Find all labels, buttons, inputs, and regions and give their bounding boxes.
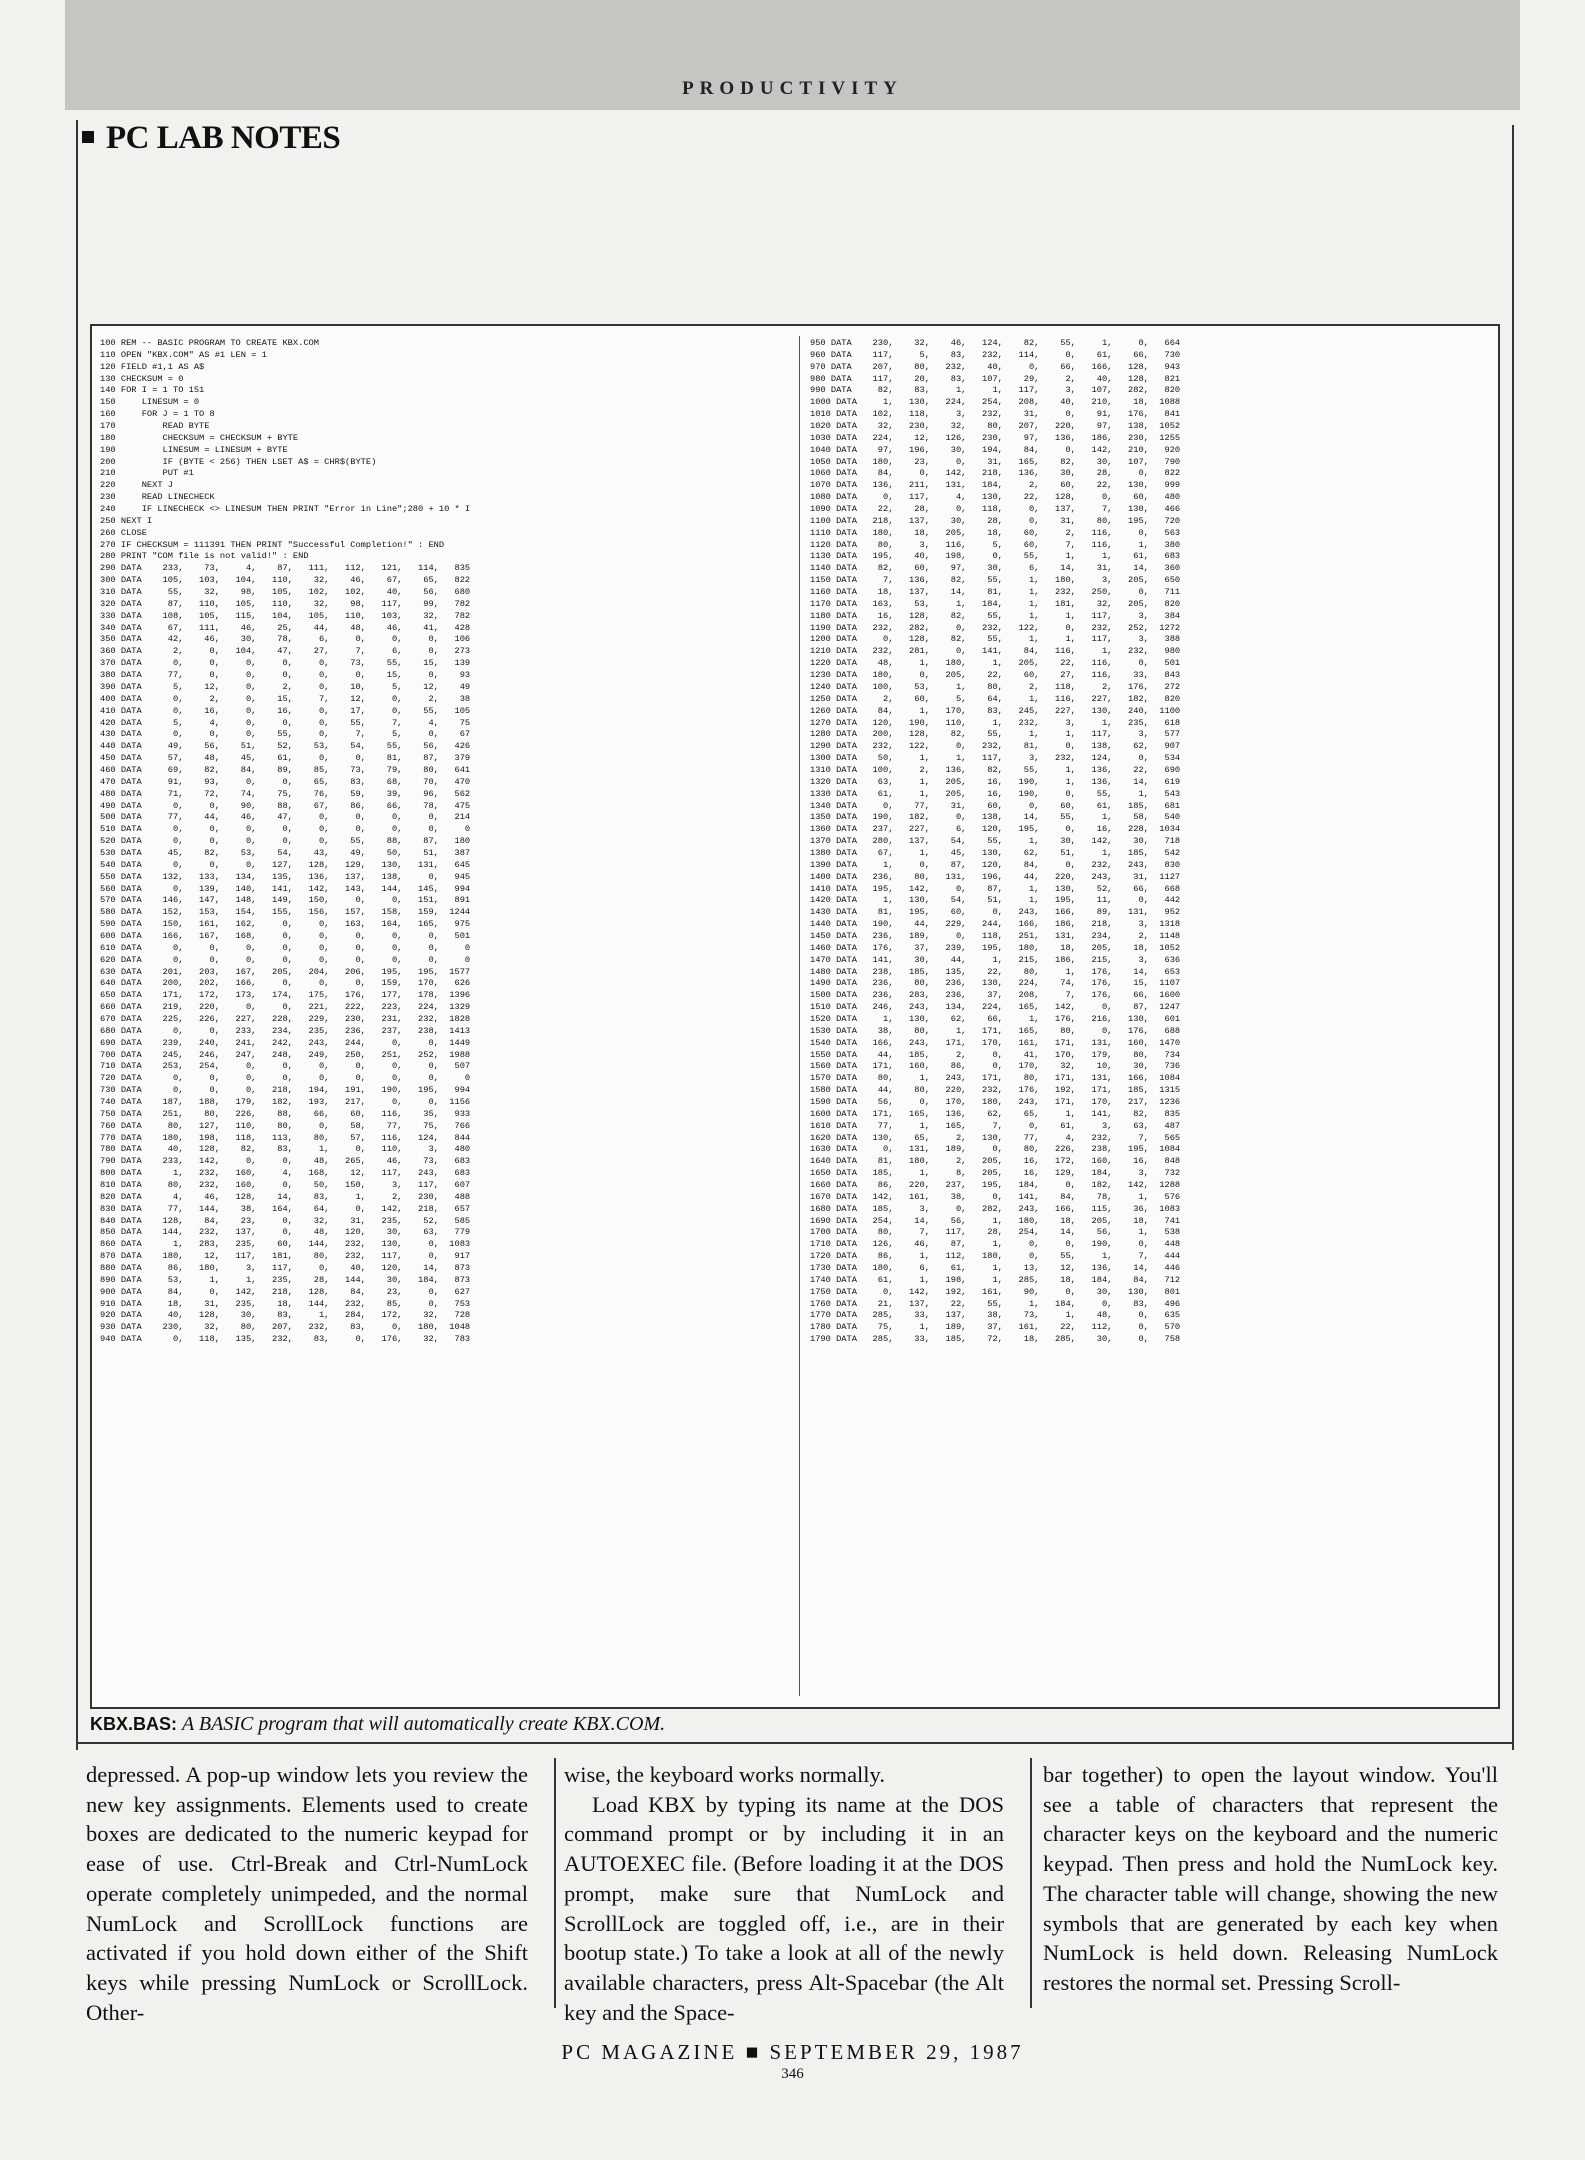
- code-line: 1200 DATA 0, 128, 82, 55, 1, 1, 117, 3, 388: [810, 634, 1181, 645]
- code-line: 140 FOR I = 1 TO 151: [100, 385, 205, 396]
- code-line: 960 DATA 117, 5, 83, 232, 114, 0, 61, 66, 730: [810, 349, 1181, 360]
- code-line: 1660 DATA 86, 220, 237, 195, 184, 0, 182, 142, 1288: [810, 1180, 1181, 1191]
- code-line: 1230 DATA 180, 0, 205, 22, 60, 27, 116, 33, 843: [810, 670, 1181, 681]
- code-line: 220 NEXT J: [100, 480, 173, 491]
- code-line: 190 LINESUM = LINESUM + BYTE: [100, 444, 288, 455]
- code-line: 110 OPEN "KBX.COM" AS #1 LEN = 1: [100, 349, 267, 360]
- code-line: 450 DATA 57, 48, 45, 61, 0, 0, 81, 87, 379: [100, 753, 471, 764]
- code-line: 900 DATA 84, 0, 142, 218, 128, 84, 23, 0, 627: [100, 1286, 471, 1297]
- code-line: 630 DATA 201, 203, 167, 205, 204, 206, 195, 195, 1577: [100, 966, 471, 977]
- code-line: 330 DATA 108, 105, 115, 104, 105, 110, 103, 32, 782: [100, 610, 471, 621]
- code-line: 970 DATA 207, 80, 232, 40, 0, 66, 166, 128, 943: [810, 361, 1181, 372]
- body-paragraph: Load KBX by typing its name at the DOS command prompt or by including it in an AUTOEXEC file. (Before loading it at the DOS prompt, make sure that NumLock and ScrollLock are toggled off, i.e., are in their bootup state.) To take a look at all of the newly available characters, press Alt-Spacebar (the Alt key and the Space-: [564, 1791, 1004, 2025]
- code-line: 810 DATA 80, 232, 160, 0, 50, 150, 3, 117, 607: [100, 1180, 471, 1191]
- code-line: 700 DATA 245, 246, 247, 248, 249, 250, 251, 252, 1988: [100, 1049, 471, 1060]
- code-line: 980 DATA 117, 20, 83, 107, 29, 2, 40, 128, 821: [810, 373, 1181, 384]
- code-line: 1170 DATA 163, 53, 1, 184, 1, 181, 32, 205, 820: [810, 598, 1181, 609]
- code-line: 160 FOR J = 1 TO 8: [100, 409, 215, 420]
- code-line: 1480 DATA 238, 185, 135, 22, 80, 1, 176, 14, 653: [810, 966, 1181, 977]
- code-line: 1590 DATA 56, 0, 170, 180, 243, 171, 170, 217, 1236: [810, 1097, 1181, 1107]
- caption-text: A BASIC program that will automatically create KBX.COM.: [182, 1713, 666, 1735]
- caption-rule: [76, 1742, 1514, 1744]
- code-line: 720 DATA 0, 0, 0, 0, 0, 0, 0, 0, 0: [100, 1073, 471, 1084]
- code-line: 170 READ BYTE: [100, 421, 210, 432]
- code-line: 1460 DATA 176, 37, 239, 195, 180, 18, 205, 18, 1052: [810, 942, 1181, 953]
- code-line: 870 DATA 180, 12, 117, 181, 80, 232, 117, 0, 917: [100, 1251, 471, 1262]
- code-listing: [90, 324, 1500, 1709]
- code-line: 1270 DATA 120, 190, 110, 1, 232, 3, 1, 235, 618: [810, 717, 1181, 728]
- code-line: 400 DATA 0, 2, 0, 15, 7, 12, 0, 2, 38: [100, 693, 471, 704]
- column-rule: [554, 1758, 556, 2008]
- code-line: 1300 DATA 50, 1, 1, 117, 3, 232, 124, 0, 534: [810, 753, 1181, 764]
- code-line: 1410 DATA 195, 142, 0, 87, 1, 130, 52, 66, 668: [810, 883, 1181, 894]
- code-line: 860 DATA 1, 283, 235, 60, 144, 232, 130, 0, 1083: [100, 1239, 471, 1250]
- code-line: 1070 DATA 136, 211, 131, 184, 2, 60, 22, 130, 999: [810, 480, 1181, 491]
- code-line: 1100 DATA 218, 137, 30, 28, 0, 31, 80, 195, 720: [810, 515, 1181, 526]
- code-line: 1160 DATA 18, 137, 14, 81, 1, 232, 250, 0, 711: [810, 587, 1181, 598]
- code-line: 1440 DATA 190, 44, 229, 244, 166, 186, 218, 3, 1318: [810, 919, 1181, 930]
- code-line: 1280 DATA 200, 128, 82, 55, 1, 1, 117, 3, 577: [810, 729, 1181, 740]
- code-line: 480 DATA 71, 72, 74, 75, 76, 59, 39, 96, 562: [100, 788, 471, 799]
- code-line: 230 READ LINECHECK: [100, 492, 215, 503]
- code-line: 1550 DATA 44, 185, 2, 0, 41, 170, 179, 80, 734: [810, 1049, 1181, 1060]
- code-line: 390 DATA 5, 12, 0, 2, 0, 10, 5, 12, 49: [100, 681, 471, 692]
- code-line: 1380 DATA 67, 1, 45, 130, 62, 51, 1, 185, 542: [810, 847, 1181, 858]
- code-line: 1470 DATA 141, 30, 44, 1, 215, 186, 215, 3, 636: [810, 954, 1181, 965]
- code-line: 1540 DATA 166, 243, 171, 170, 161, 171, 131, 160, 1470: [810, 1037, 1181, 1048]
- code-line: 510 DATA 0, 0, 0, 0, 0, 0, 0, 0, 0: [100, 824, 471, 835]
- code-line: 1190 DATA 232, 282, 0, 232, 122, 0, 232, 252, 1272: [810, 622, 1181, 633]
- code-line: 1490 DATA 236, 80, 236, 130, 224, 74, 176, 15, 1107: [810, 978, 1181, 989]
- code-line: 880 DATA 86, 180, 3, 117, 0, 40, 120, 14, 873: [100, 1263, 471, 1274]
- code-line: 210 PUT #1: [100, 468, 194, 479]
- code-line: 350 DATA 42, 46, 30, 78, 6, 0, 0, 0, 106: [100, 634, 471, 645]
- body-paragraph: wise, the keyboard works normally.: [564, 1762, 885, 1787]
- column-rule: [1030, 1758, 1032, 2008]
- code-line: 560 DATA 0, 139, 140, 141, 142, 143, 144, 145, 994: [100, 883, 471, 894]
- code-line: 990 DATA 82, 83, 1, 1, 117, 3, 107, 282, 820: [810, 385, 1181, 396]
- code-line: 1030 DATA 224, 12, 126, 230, 97, 136, 186, 230, 1255: [810, 432, 1181, 443]
- code-line: 360 DATA 2, 0, 104, 47, 27, 7, 6, 0, 273: [100, 646, 471, 657]
- code-line: 690 DATA 239, 240, 241, 242, 243, 244, 0, 0, 1449: [100, 1037, 471, 1048]
- code-line: 640 DATA 200, 202, 166, 0, 0, 0, 159, 170, 626: [100, 978, 471, 989]
- code-line: 1630 DATA 0, 131, 189, 0, 80, 226, 238, 195, 1084: [810, 1144, 1181, 1155]
- code-line: 500 DATA 77, 44, 46, 47, 0, 0, 0, 0, 214: [100, 812, 471, 823]
- code-line: 600 DATA 166, 167, 168, 0, 0, 0, 0, 0, 501: [100, 930, 471, 941]
- code-line: 1670 DATA 142, 161, 38, 0, 141, 84, 78, 1, 576: [810, 1191, 1181, 1202]
- code-line: 310 DATA 55, 32, 98, 105, 102, 102, 40, 56, 680: [100, 587, 471, 598]
- code-line: 1090 DATA 22, 28, 0, 118, 0, 137, 7, 130, 466: [810, 504, 1181, 515]
- code-line: 1610 DATA 77, 1, 165, 7, 0, 61, 3, 63, 487: [810, 1120, 1181, 1131]
- code-line: 1710 DATA 126, 46, 87, 1, 0, 0, 190, 0, 448: [810, 1239, 1181, 1250]
- body-paragraph: depressed. A pop-up window lets you review the new key assignments. Elements used to create boxes are dedicated to the numeric keypad for ease of use. Ctrl-Break and Ctrl-NumLock operate completely unimpeded, and the normal NumLock and ScrollLock functions are activated if you hold down either of the Shift keys while pressing NumLock or ScrollLock. Other-: [86, 1762, 528, 2025]
- code-line: 1740 DATA 61, 1, 198, 1, 285, 18, 184, 84, 712: [810, 1274, 1181, 1285]
- code-line: 1420 DATA 1, 130, 54, 51, 1, 195, 11, 0, 442: [810, 895, 1181, 906]
- page-header: [82, 120, 340, 157]
- code-line: 920 DATA 40, 128, 30, 83, 1, 284, 172, 32, 728: [100, 1310, 471, 1321]
- code-line: 1040 DATA 97, 196, 30, 194, 84, 0, 142, 210, 920: [810, 444, 1181, 455]
- code-line: 580 DATA 152, 153, 154, 155, 156, 157, 158, 159, 1244: [100, 907, 471, 918]
- code-line: 420 DATA 5, 4, 0, 0, 0, 55, 7, 4, 75: [100, 717, 471, 728]
- code-line: 830 DATA 77, 144, 38, 164, 64, 0, 142, 218, 657: [100, 1203, 471, 1214]
- code-line: 200 IF (BYTE < 256) THEN LSET A$ = CHR$(BYTE): [100, 456, 377, 467]
- bullet-square-icon: [82, 131, 94, 143]
- code-line: 660 DATA 219, 220, 0, 0, 221, 222, 223, 224, 1329: [100, 1002, 471, 1013]
- code-line: 1790 DATA 285, 33, 185, 72, 18, 285, 30, 0, 758: [810, 1334, 1181, 1345]
- code-line: 1140 DATA 82, 60, 97, 30, 6, 14, 31, 14, 360: [810, 563, 1181, 574]
- page-number: 346: [781, 2066, 804, 2082]
- code-line: 820 DATA 4, 46, 128, 14, 83, 1, 2, 230, 488: [100, 1191, 471, 1202]
- code-line: 740 DATA 187, 188, 179, 182, 193, 217, 0, 0, 1156: [100, 1097, 471, 1107]
- code-line: 270 IF CHECKSUM = 111391 THEN PRINT "Successful Completion!" : END: [100, 539, 445, 550]
- code-line: 1330 DATA 61, 1, 205, 16, 190, 0, 55, 1, 543: [810, 788, 1181, 799]
- code-line: 750 DATA 251, 80, 226, 88, 66, 60, 116, 35, 933: [100, 1108, 471, 1119]
- code-line: 1020 DATA 32, 230, 32, 80, 207, 220, 97, 138, 1052: [810, 421, 1181, 432]
- code-line: 1000 DATA 1, 130, 224, 254, 208, 40, 210, 18, 1088: [810, 397, 1181, 408]
- code-line: 1320 DATA 63, 1, 205, 16, 190, 1, 136, 14, 619: [810, 776, 1181, 787]
- code-line: 180 CHECKSUM = CHECKSUM + BYTE: [100, 432, 299, 443]
- code-line: 770 DATA 180, 198, 118, 113, 80, 57, 116, 124, 844: [100, 1132, 471, 1143]
- code-line: 1600 DATA 171, 165, 136, 62, 65, 1, 141, 82, 835: [810, 1108, 1181, 1119]
- code-line: 890 DATA 53, 1, 1, 235, 28, 144, 30, 184, 873: [100, 1274, 471, 1285]
- code-line: 1250 DATA 2, 60, 5, 64, 1, 116, 227, 182, 820: [810, 693, 1181, 704]
- code-line: 1750 DATA 0, 142, 192, 161, 90, 0, 30, 130, 801: [810, 1286, 1181, 1297]
- code-line: 930 DATA 230, 32, 80, 207, 232, 83, 0, 180, 1048: [100, 1322, 471, 1333]
- code-line: 650 DATA 171, 172, 173, 174, 175, 176, 177, 178, 1396: [100, 990, 471, 1001]
- code-line: 1060 DATA 84, 0, 142, 218, 136, 30, 28, 0, 822: [810, 468, 1181, 479]
- code-line: 680 DATA 0, 0, 233, 234, 235, 236, 237, 238, 1413: [100, 1025, 471, 1036]
- header-title: PC LAB NOTES: [106, 120, 341, 156]
- code-line: 100 REM -- BASIC PROGRAM TO CREATE KBX.COM: [100, 338, 319, 348]
- body-paragraph: bar together) to open the layout window. You'll see a table of characters that represent the character keys on the keyboard and the numeric keypad. Then press and hold the NumLock key. The character table will change, showing the new symbols that are generated by each key when NumLock is held down. Releasing NumLock restores the normal set. Pressing Scroll-: [1043, 1762, 1498, 1995]
- code-line: 370 DATA 0, 0, 0, 0, 0, 73, 55, 15, 139: [100, 658, 471, 669]
- code-line: 1560 DATA 171, 160, 86, 0, 170, 32, 10, 30, 736: [810, 1061, 1181, 1072]
- code-line: 490 DATA 0, 0, 90, 88, 67, 86, 66, 78, 475: [100, 800, 471, 811]
- code-line: 1780 DATA 75, 1, 189, 37, 161, 22, 112, 0, 570: [810, 1322, 1181, 1333]
- code-line: 1260 DATA 84, 1, 170, 83, 245, 227, 130, 240, 1100: [810, 705, 1181, 716]
- code-line: 1080 DATA 0, 117, 4, 130, 22, 128, 0, 60, 480: [810, 492, 1181, 503]
- code-line: 1500 DATA 236, 283, 236, 37, 208, 7, 176, 66, 1600: [810, 990, 1181, 1001]
- code-line: 730 DATA 0, 0, 0, 218, 194, 191, 190, 195, 994: [100, 1085, 471, 1096]
- code-line: 1290 DATA 232, 122, 0, 232, 81, 0, 138, 62, 907: [810, 741, 1181, 752]
- code-line: 1050 DATA 180, 23, 0, 31, 165, 82, 30, 107, 790: [810, 456, 1181, 467]
- code-line: 610 DATA 0, 0, 0, 0, 0, 0, 0, 0, 0: [100, 942, 471, 953]
- code-line: 440 DATA 49, 56, 51, 52, 53, 54, 55, 56, 426: [100, 741, 471, 752]
- code-line: 1530 DATA 38, 80, 1, 171, 165, 80, 0, 176, 688: [810, 1025, 1181, 1036]
- code-line: 950 DATA 230, 32, 46, 124, 82, 55, 1, 0, 664: [810, 338, 1181, 348]
- code-line: 840 DATA 128, 84, 23, 0, 32, 31, 235, 52, 585: [100, 1215, 471, 1226]
- body-column-3: [1043, 1760, 1498, 1998]
- code-line: 1680 DATA 185, 3, 0, 282, 243, 166, 115, 36, 1083: [810, 1203, 1181, 1214]
- code-line: 430 DATA 0, 0, 0, 55, 0, 7, 5, 0, 67: [100, 729, 471, 740]
- code-line: 540 DATA 0, 0, 0, 127, 128, 129, 130, 131, 645: [100, 859, 471, 870]
- footer-date: SEPTEMBER 29, 1987: [769, 2040, 1024, 2064]
- listing-column-right: [810, 338, 1490, 1346]
- code-line: 280 PRINT "COM file is not valid!" : END: [100, 551, 309, 562]
- code-line: 470 DATA 91, 93, 0, 0, 65, 83, 68, 70, 470: [100, 776, 471, 787]
- code-line: 1400 DATA 236, 80, 131, 196, 44, 220, 243, 31, 1127: [810, 871, 1181, 882]
- code-line: 850 DATA 144, 232, 137, 0, 48, 120, 30, 63, 779: [100, 1227, 471, 1238]
- code-line: 520 DATA 0, 0, 0, 0, 0, 55, 88, 87, 180: [100, 836, 471, 847]
- code-line: 1110 DATA 180, 18, 205, 18, 60, 2, 116, 0, 563: [810, 527, 1181, 538]
- code-line: 1340 DATA 0, 77, 31, 60, 0, 60, 61, 185, 681: [810, 800, 1181, 811]
- code-line: 620 DATA 0, 0, 0, 0, 0, 0, 0, 0, 0: [100, 954, 471, 965]
- code-line: 290 DATA 233, 73, 4, 87, 111, 112, 121, 114, 835: [100, 563, 471, 574]
- code-line: 940 DATA 0, 118, 135, 232, 83, 0, 176, 32, 783: [100, 1334, 471, 1345]
- code-line: 1390 DATA 1, 0, 87, 120, 84, 0, 232, 243, 830: [810, 859, 1181, 870]
- code-line: 550 DATA 132, 133, 134, 135, 136, 137, 138, 0, 945: [100, 871, 471, 882]
- section-label: PRODUCTIVITY: [682, 78, 903, 99]
- code-line: 1180 DATA 16, 128, 82, 55, 1, 1, 117, 3, 384: [810, 610, 1181, 621]
- code-line: 530 DATA 45, 82, 53, 54, 43, 49, 50, 51, 387: [100, 847, 471, 858]
- code-line: 300 DATA 105, 103, 104, 110, 32, 46, 67, 65, 822: [100, 575, 471, 586]
- code-line: 260 CLOSE: [100, 527, 147, 538]
- code-line: 340 DATA 67, 111, 46, 25, 44, 48, 46, 41, 428: [100, 622, 471, 633]
- code-line: 1700 DATA 80, 7, 117, 28, 254, 14, 56, 1, 538: [810, 1227, 1181, 1238]
- code-line: 760 DATA 80, 127, 110, 80, 0, 58, 77, 75, 766: [100, 1120, 471, 1131]
- code-line: 240 IF LINECHECK <> LINESUM THEN PRINT "Error in Line";280 + 10 * I: [100, 504, 471, 515]
- code-line: 1580 DATA 44, 80, 220, 232, 176, 192, 171, 185, 1315: [810, 1085, 1181, 1096]
- code-line: 320 DATA 87, 110, 105, 110, 32, 98, 117, 99, 782: [100, 598, 471, 609]
- listing-divider: [799, 336, 800, 1696]
- code-line: 1430 DATA 81, 195, 60, 0, 243, 166, 89, 131, 952: [810, 907, 1181, 918]
- code-line: 1650 DATA 185, 1, 8, 205, 16, 129, 184, 3, 732: [810, 1168, 1181, 1179]
- code-line: 1370 DATA 280, 137, 54, 55, 1, 30, 142, 30, 718: [810, 836, 1181, 847]
- code-line: 800 DATA 1, 232, 160, 4, 168, 12, 117, 243, 683: [100, 1168, 471, 1179]
- code-line: 250 NEXT I: [100, 515, 153, 526]
- code-line: 1220 DATA 48, 1, 180, 1, 205, 22, 116, 0, 501: [810, 658, 1181, 669]
- code-line: 460 DATA 69, 82, 84, 89, 85, 73, 79, 80, 641: [100, 764, 471, 775]
- code-line: 1640 DATA 81, 180, 2, 205, 16, 172, 160, 16, 848: [810, 1156, 1181, 1167]
- code-line: 130 CHECKSUM = 0: [100, 373, 184, 384]
- code-line: 1520 DATA 1, 130, 62, 66, 1, 176, 216, 130, 601: [810, 1013, 1181, 1024]
- code-line: 1760 DATA 21, 137, 22, 55, 1, 184, 0, 83, 496: [810, 1298, 1181, 1309]
- code-line: 1770 DATA 285, 33, 137, 38, 73, 1, 48, 0, 635: [810, 1310, 1181, 1321]
- code-line: 710 DATA 253, 254, 0, 0, 0, 0, 0, 0, 507: [100, 1061, 471, 1072]
- code-line: 1310 DATA 100, 2, 136, 82, 55, 1, 136, 22, 690: [810, 764, 1181, 775]
- code-line: 1120 DATA 80, 3, 116, 5, 60, 7, 116, 1, 380: [810, 539, 1181, 550]
- code-line: 780 DATA 40, 128, 82, 83, 1, 0, 110, 3, 480: [100, 1144, 471, 1155]
- footer-magazine: PC MAGAZINE: [561, 2040, 738, 2064]
- code-line: 670 DATA 225, 226, 227, 228, 229, 230, 231, 232, 1828: [100, 1013, 471, 1024]
- code-line: 570 DATA 146, 147, 148, 149, 150, 0, 0, 151, 891: [100, 895, 471, 906]
- code-line: 1620 DATA 130, 65, 2, 130, 77, 4, 232, 7, 565: [810, 1132, 1181, 1143]
- body-column-2: [564, 1760, 1004, 2027]
- code-line: 1450 DATA 236, 189, 0, 118, 251, 131, 234, 2, 1148: [810, 930, 1181, 941]
- code-line: 120 FIELD #1,1 AS A$: [100, 361, 205, 372]
- code-line: 1570 DATA 80, 1, 243, 171, 80, 171, 131, 166, 1084: [810, 1073, 1181, 1084]
- caption-label: KBX.BAS:: [90, 1714, 178, 1734]
- code-line: 1690 DATA 254, 14, 56, 1, 180, 18, 205, 18, 741: [810, 1215, 1181, 1226]
- body-column-1: [86, 1760, 528, 2027]
- left-rule: [76, 120, 78, 1750]
- code-line: 380 DATA 77, 0, 0, 0, 0, 0, 15, 0, 93: [100, 670, 471, 681]
- code-line: 1350 DATA 190, 182, 0, 138, 14, 55, 1, 58, 540: [810, 812, 1181, 823]
- page-footer: [0, 2040, 1585, 2065]
- listing-column-left: [100, 338, 790, 1346]
- code-line: 1240 DATA 100, 53, 1, 80, 2, 118, 2, 176, 272: [810, 681, 1181, 692]
- code-line: 1720 DATA 86, 1, 112, 180, 0, 55, 1, 7, 444: [810, 1251, 1181, 1262]
- listing-caption: [90, 1713, 665, 1736]
- code-line: 790 DATA 233, 142, 0, 0, 48, 265, 46, 73, 683: [100, 1156, 471, 1167]
- footer-bullet-icon: ■: [745, 2040, 762, 2064]
- code-line: 1210 DATA 232, 281, 0, 141, 84, 116, 1, 232, 980: [810, 646, 1181, 657]
- code-line: 1360 DATA 237, 227, 6, 120, 195, 0, 16, 228, 1034: [810, 824, 1181, 835]
- code-line: 1510 DATA 246, 243, 134, 224, 165, 142, 0, 87, 1247: [810, 1002, 1181, 1013]
- code-line: 590 DATA 150, 161, 162, 0, 0, 163, 164, 165, 975: [100, 919, 471, 930]
- code-line: 1150 DATA 7, 136, 82, 55, 1, 180, 3, 205, 650: [810, 575, 1181, 586]
- code-line: 410 DATA 0, 16, 0, 16, 0, 17, 0, 55, 105: [100, 705, 471, 716]
- right-rule: [1512, 125, 1514, 1750]
- code-line: 1130 DATA 195, 40, 198, 0, 55, 1, 1, 61, 683: [810, 551, 1181, 562]
- code-line: 910 DATA 18, 31, 235, 18, 144, 232, 85, 0, 753: [100, 1298, 471, 1309]
- code-line: 150 LINESUM = 0: [100, 397, 200, 408]
- code-line: 1010 DATA 102, 118, 3, 232, 31, 0, 91, 176, 841: [810, 409, 1181, 420]
- code-line: 1730 DATA 180, 6, 61, 1, 13, 12, 136, 14, 446: [810, 1263, 1181, 1274]
